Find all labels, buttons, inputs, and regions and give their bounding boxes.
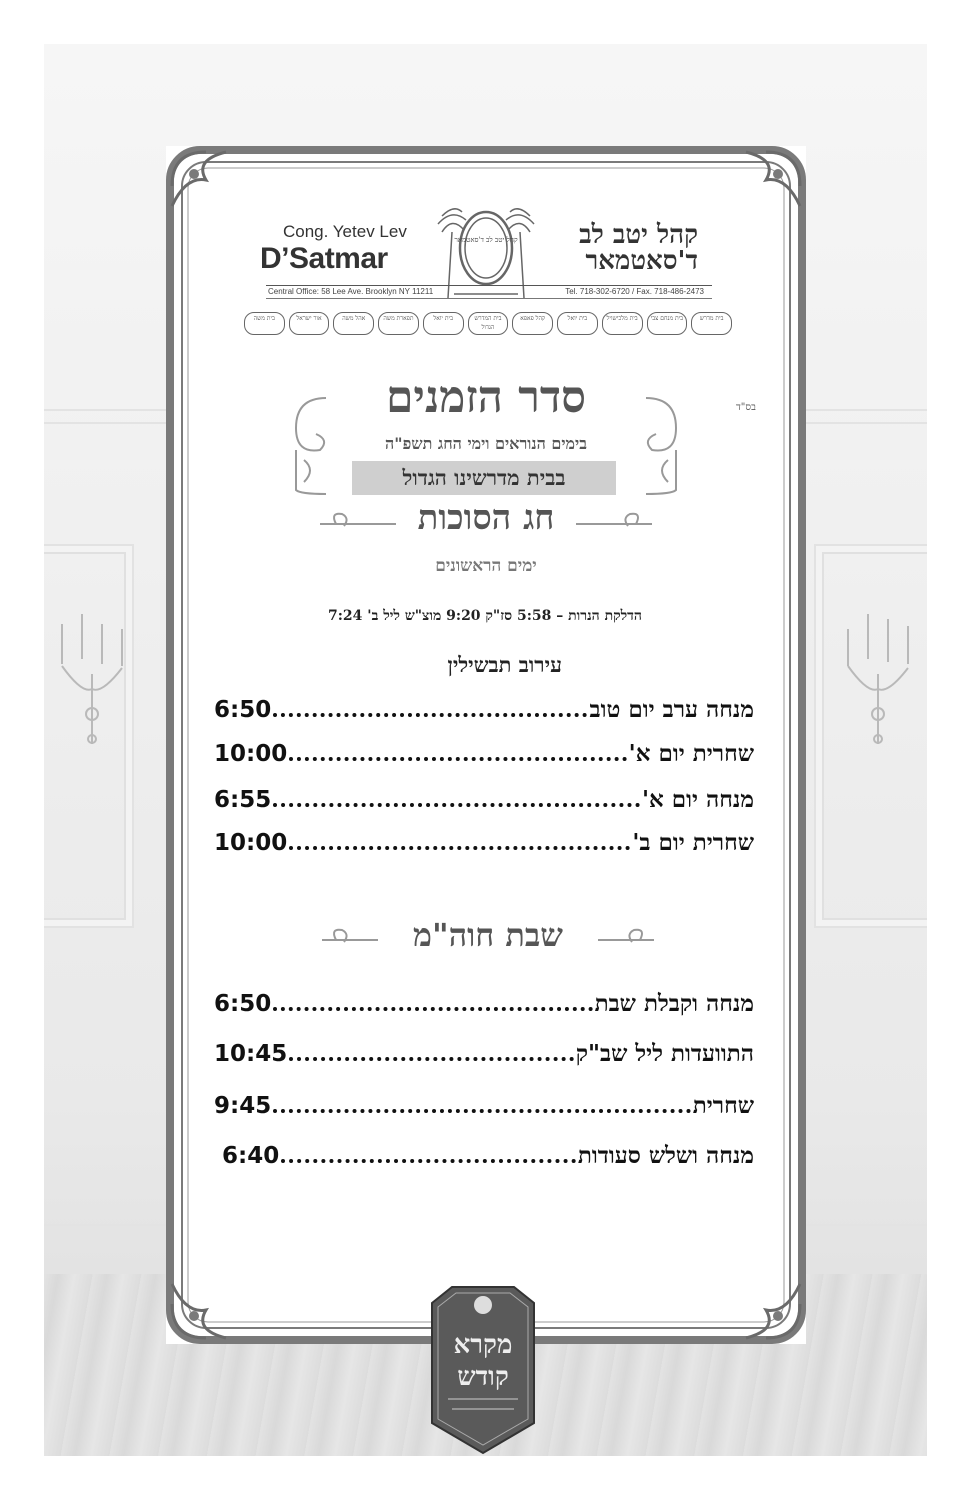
dot-leader	[273, 1109, 691, 1113]
branch-item	[512, 312, 553, 335]
prayer-label: מנחה ושלש סעודות	[577, 1142, 754, 1169]
branch-item	[691, 312, 732, 335]
dot-leader	[273, 1007, 592, 1011]
branch-name: בית יואל	[433, 315, 453, 322]
prayer-time: 10:00	[214, 830, 288, 856]
congregation-name-small: Cong. Yetev Lev	[283, 222, 407, 241]
schedule-row	[214, 1040, 754, 1074]
schedule-row	[214, 990, 754, 1024]
page-title: סדר הזמנים	[385, 372, 587, 423]
congregation-name-big: D’Satmar	[260, 242, 388, 275]
dot-leader	[273, 713, 587, 717]
branch-name: אור ישראל	[296, 315, 322, 322]
branch-item	[244, 312, 285, 335]
branch-item	[602, 312, 643, 335]
palm-seal-emblem-icon	[434, 202, 538, 302]
branch-name: קהל פאפא	[520, 315, 546, 322]
branch-item	[557, 312, 598, 335]
schedule-row	[214, 829, 754, 863]
central-office-address: Central Office: 58 Lee Ave. Brooklyn NY 11211	[268, 287, 434, 296]
branch-name: אהל משה	[342, 315, 366, 322]
section-title: חג הסוכות	[417, 498, 555, 538]
letterhead-rule-lower	[266, 298, 712, 299]
prayer-time: 9:45	[214, 1093, 272, 1119]
branch-name: בית המדרש הגדול	[474, 315, 502, 331]
branch-name: בית מדרש	[699, 315, 724, 322]
candle-lighting-line: הדלקת הנרות – 5:58 סז"ק 9:20 מוצ"ש ליל ב' 7:24	[328, 608, 642, 624]
branch-item	[289, 312, 330, 335]
dot-leader	[289, 1057, 574, 1061]
section-sukkot-heading	[316, 500, 656, 550]
branch-list	[244, 312, 732, 338]
branch-name: בית משה	[253, 315, 275, 322]
section-shabbat-heading	[318, 914, 658, 964]
section-subtitle: ימים הראשונים	[435, 556, 537, 576]
page-subtitle: בימים הנוראים וימי החג תשפ"ה	[385, 434, 587, 453]
dot-leader	[289, 846, 630, 850]
prayer-label: התוועדות ליל שב"ק	[575, 1040, 754, 1067]
schedule-row	[214, 1092, 754, 1126]
dot-leader	[289, 757, 626, 761]
branch-name: בית מנחם צבי	[650, 315, 684, 322]
logo-text-line1: מקרא	[453, 1330, 513, 1360]
prayer-time: 6:55	[214, 787, 272, 813]
right-sconce-icon	[834, 604, 924, 754]
schedule-row	[222, 1142, 754, 1176]
branch-item	[647, 312, 688, 335]
branch-name: בית מלכישויל	[606, 315, 638, 322]
seal-text: קהל יטב לב ד'סאטמאר	[454, 236, 518, 244]
mikra-kodesh-logo-icon	[422, 1283, 544, 1457]
schedule-row	[214, 786, 754, 820]
branch-item	[333, 312, 374, 335]
dot-leader	[281, 1159, 576, 1163]
schedule-row	[214, 740, 754, 774]
prayer-time: 10:00	[214, 741, 288, 767]
branch-name: תפארת משה	[383, 315, 414, 322]
location-banner: בבית מדרשינו הגדול	[352, 461, 616, 495]
hebrew-name-line2: ד'סאטמאר	[585, 246, 698, 276]
hebrew-name-line1: קהל יטב לב	[579, 220, 698, 250]
branch-name: בית יואל	[567, 315, 588, 322]
prayer-label: מנחה יום א'	[641, 786, 754, 813]
prayer-label: מנחה וקבלת שבת	[594, 990, 754, 1017]
dot-leader	[273, 803, 640, 807]
logo-text-line2: קודש	[457, 1362, 509, 1392]
prayer-time: 6:50	[214, 991, 272, 1017]
left-sconce-icon	[48, 604, 138, 754]
prayer-label: שחרית יום ב'	[632, 829, 754, 856]
letterhead-rule	[266, 285, 712, 286]
prayer-label: שחרית יום א'	[628, 740, 754, 767]
prayer-time: 6:50	[214, 697, 272, 723]
prayer-label: מנחה ערב יום טוב	[589, 696, 754, 723]
prayer-time: 10:45	[214, 1041, 288, 1067]
branch-item	[468, 312, 509, 335]
bsd-mark: בס"ד	[736, 402, 756, 413]
schedule-row	[214, 696, 754, 730]
contact-phone: Tel. 718-302-6720 / Fax. 718-486-2473	[565, 287, 704, 296]
prayer-label: שחרית	[692, 1092, 754, 1119]
eruv-tavshilin: עירוב תבשילין	[447, 652, 562, 677]
branch-item	[378, 312, 419, 335]
branch-item	[423, 312, 464, 335]
prayer-time: 6:40	[222, 1143, 280, 1169]
section-title: שבת חוה"מ	[413, 916, 563, 954]
